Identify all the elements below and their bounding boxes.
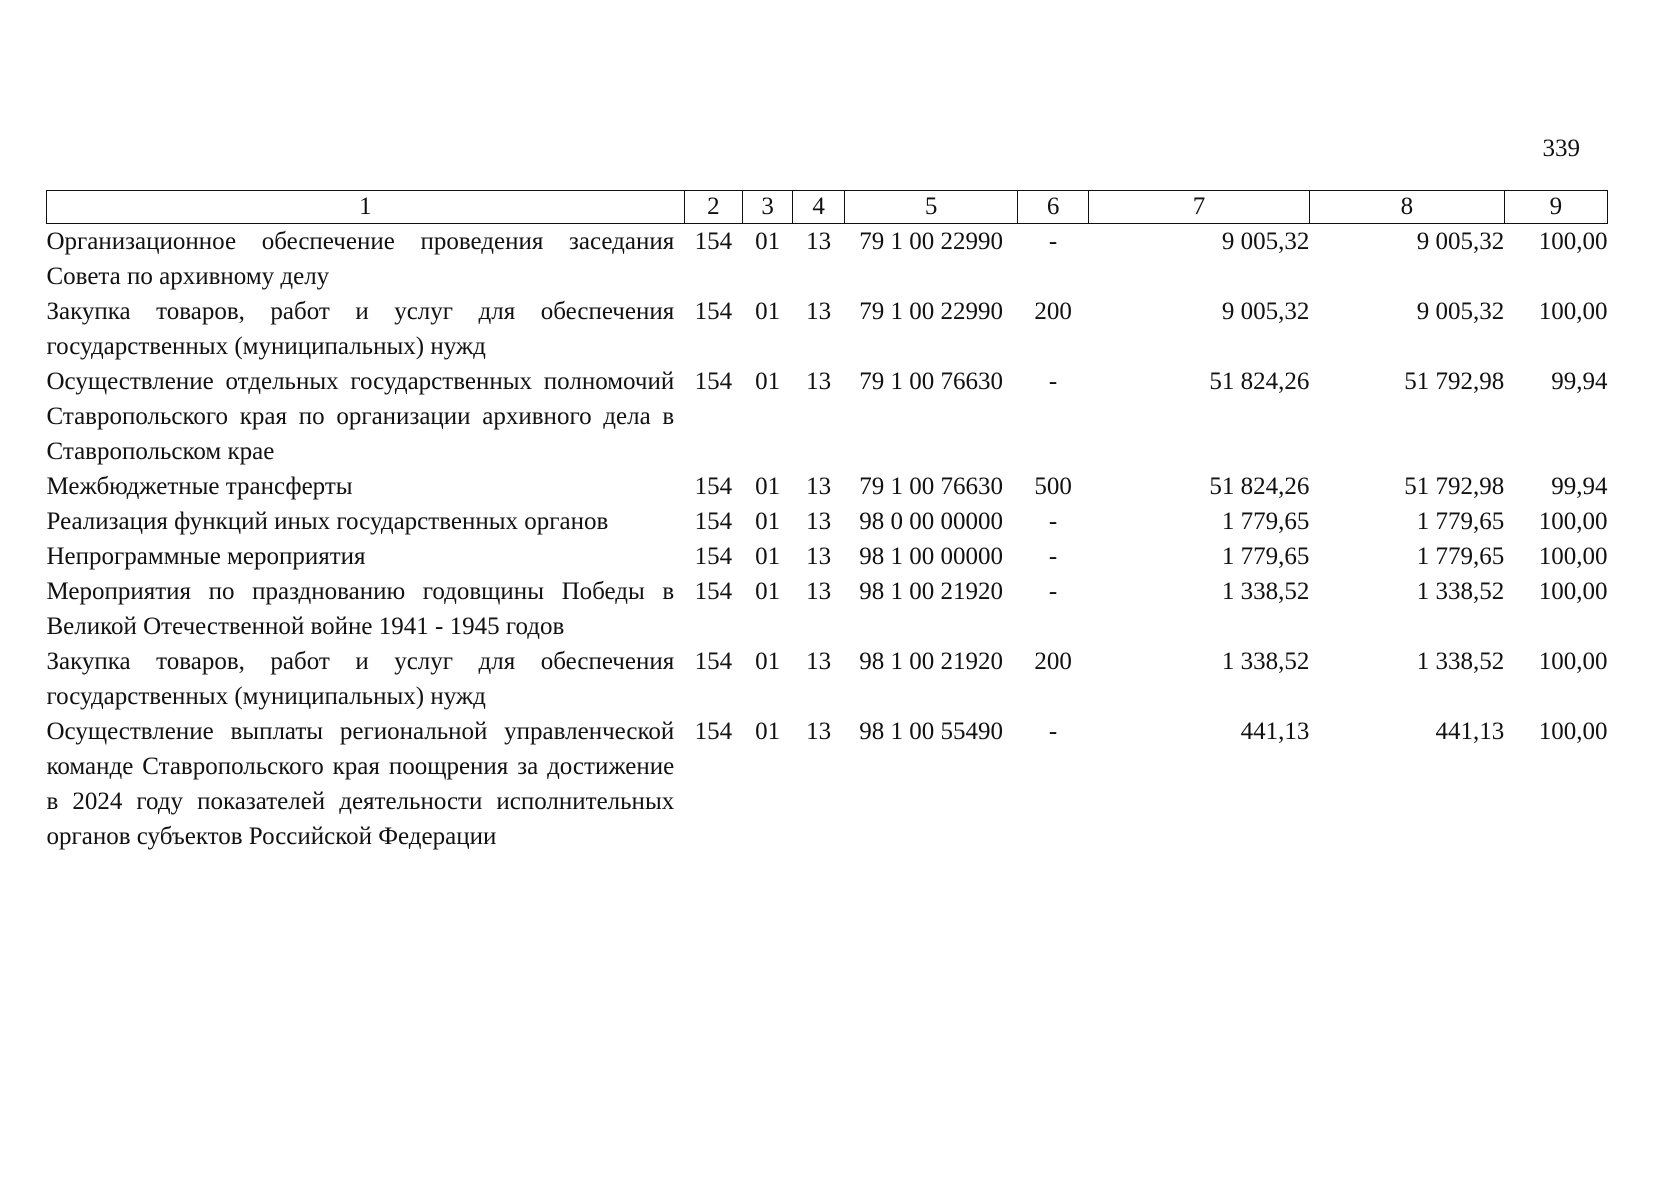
cell-executed: 441,13 (1435, 718, 1505, 745)
cell-ministry-code: 154 (694, 648, 733, 675)
cell-executed: 1 779,65 (1416, 543, 1505, 570)
cell-ministry-code: 154 (694, 578, 733, 605)
cell-expense-type: - (1048, 718, 1058, 745)
cell-ministry-code: 154 (694, 508, 733, 535)
cell-planned: 51 824,26 (1209, 473, 1310, 500)
cell-expense-type: - (1048, 368, 1058, 395)
column-header-9: 9 (1504, 191, 1607, 224)
cell-section: 01 (755, 508, 781, 535)
cell-executed: 51 792,98 (1404, 368, 1505, 395)
cell-section: 01 (755, 368, 781, 395)
table-row (47, 364, 1608, 469)
cell-subsection: 13 (806, 578, 832, 605)
cell-subsection: 13 (806, 543, 832, 570)
cell-expense-type: - (1048, 508, 1058, 535)
cell-target-article: 98 0 00 00000 (859, 508, 1004, 535)
cell-percent: 100,00 (1538, 228, 1608, 255)
column-header-8: 8 (1309, 191, 1504, 224)
table-row (47, 574, 1608, 644)
cell-subsection: 13 (806, 228, 832, 255)
cell-planned: 9 005,32 (1221, 228, 1310, 255)
cell-target-article: 98 1 00 55490 (859, 718, 1004, 745)
cell-expense-type: - (1048, 578, 1058, 605)
cell-subsection: 13 (806, 368, 832, 395)
table-row (47, 714, 1608, 854)
cell-target-article: 98 1 00 00000 (859, 543, 1004, 570)
cell-percent: 100,00 (1538, 298, 1608, 325)
header-row (47, 191, 1608, 224)
cell-executed: 1 779,65 (1416, 508, 1505, 535)
cell-executed: 9 005,32 (1416, 298, 1505, 325)
cell-ministry-code: 154 (694, 298, 733, 325)
cell-planned: 441,13 (1240, 718, 1310, 745)
cell-section: 01 (755, 473, 781, 500)
cell-subsection: 13 (806, 473, 832, 500)
cell-target-article: 79 1 00 76630 (859, 368, 1004, 395)
cell-executed: 1 338,52 (1416, 578, 1505, 605)
cell-planned: 1 338,52 (1221, 578, 1310, 605)
cell-ministry-code: 154 (694, 718, 733, 745)
column-header-2: 2 (684, 191, 742, 224)
cell-subsection: 13 (806, 298, 832, 325)
table-row (47, 644, 1608, 714)
table-row (47, 504, 1608, 539)
row-name: Реализация функций иных государственных органов (46, 508, 609, 535)
row-name: Осуществление отдельных государственных полномочий Ставропольского края по организации архивного дела в Ставропольском крае (46, 368, 675, 465)
table-header (47, 191, 1608, 224)
cell-section: 01 (755, 543, 781, 570)
cell-planned: 9 005,32 (1221, 298, 1310, 325)
cell-ministry-code: 154 (694, 228, 733, 255)
cell-percent: 100,00 (1538, 648, 1608, 675)
row-name: Межбюджетные трансферты (46, 473, 353, 500)
cell-subsection: 13 (806, 648, 832, 675)
cell-expense-type: - (1048, 543, 1058, 570)
cell-planned: 1 338,52 (1221, 648, 1310, 675)
row-name: Мероприятия по празднованию годовщины Победы в Великой Отечественной войне 1941 - 1945 годов (46, 578, 675, 640)
cell-ministry-code: 154 (694, 473, 733, 500)
cell-executed: 9 005,32 (1416, 228, 1505, 255)
table-row (47, 469, 1608, 504)
cell-target-article: 79 1 00 22990 (859, 228, 1004, 255)
column-header-1: 1 (47, 191, 685, 224)
cell-target-article: 79 1 00 76630 (859, 473, 1004, 500)
row-name: Закупка товаров, работ и услуг для обеспечения государственных (муниципальных) нужд (46, 648, 675, 710)
cell-percent: 100,00 (1538, 578, 1608, 605)
row-name: Организационное обеспечение проведения заседания Совета по архивному делу (46, 228, 675, 290)
table-body (47, 224, 1608, 855)
cell-planned: 1 779,65 (1221, 543, 1310, 570)
cell-target-article: 79 1 00 22990 (859, 298, 1004, 325)
column-header-6: 6 (1018, 191, 1089, 224)
table-row (47, 539, 1608, 574)
cell-percent: 99,94 (1551, 368, 1608, 395)
column-header-4: 4 (793, 191, 845, 224)
cell-planned: 51 824,26 (1209, 368, 1310, 395)
table-row (47, 224, 1608, 295)
cell-section: 01 (755, 578, 781, 605)
cell-section: 01 (755, 298, 781, 325)
cell-ministry-code: 154 (694, 368, 733, 395)
page-number: 339 (1542, 135, 1580, 162)
cell-percent: 100,00 (1538, 543, 1608, 570)
row-name: Закупка товаров, работ и услуг для обеспечения государственных (муниципальных) нужд (46, 298, 675, 360)
cell-expense-type: 500 (1034, 473, 1072, 500)
column-header-5: 5 (845, 191, 1018, 224)
cell-expense-type: 200 (1034, 648, 1072, 675)
cell-executed: 51 792,98 (1404, 473, 1505, 500)
cell-subsection: 13 (806, 718, 832, 745)
cell-percent: 99,94 (1551, 473, 1608, 500)
cell-planned: 1 779,65 (1221, 508, 1310, 535)
row-name: Осуществление выплаты региональной управленческой команде Ставропольского края поощрения за достижение в 2024 году показателей деятельности исполнительных органов субъектов Российской Федерации (46, 718, 675, 850)
budget-table (46, 190, 1608, 854)
cell-section: 01 (755, 648, 781, 675)
row-name: Непрограммные мероприятия (46, 543, 366, 570)
column-header-3: 3 (743, 191, 793, 224)
column-header-7: 7 (1089, 191, 1310, 224)
cell-expense-type: - (1048, 228, 1058, 255)
cell-target-article: 98 1 00 21920 (859, 648, 1004, 675)
cell-percent: 100,00 (1538, 508, 1608, 535)
cell-executed: 1 338,52 (1416, 648, 1505, 675)
cell-section: 01 (755, 228, 781, 255)
cell-subsection: 13 (806, 508, 832, 535)
table-row (47, 294, 1608, 364)
cell-section: 01 (755, 718, 781, 745)
cell-target-article: 98 1 00 21920 (859, 578, 1004, 605)
cell-expense-type: 200 (1034, 298, 1072, 325)
cell-percent: 100,00 (1538, 718, 1608, 745)
cell-ministry-code: 154 (694, 543, 733, 570)
